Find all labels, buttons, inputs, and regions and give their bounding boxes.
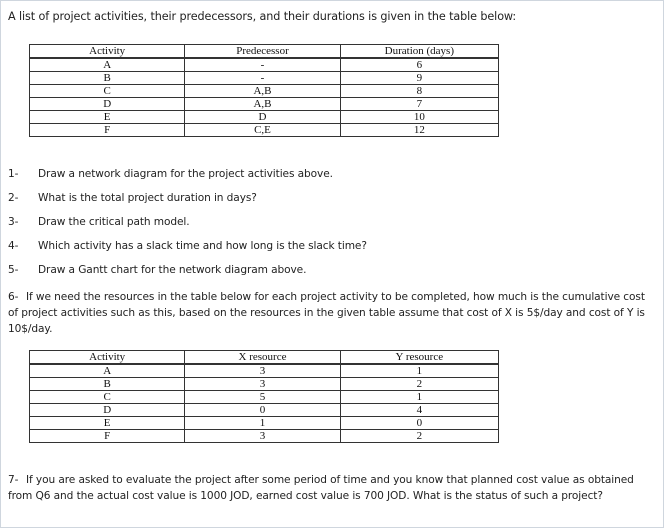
duration-cell: 10: [340, 111, 498, 124]
predecessor-cell: -: [185, 58, 340, 72]
question-3: [8, 216, 190, 228]
activity-cell: C: [30, 391, 185, 404]
duration-cell: 7: [340, 98, 498, 111]
question-6: [8, 289, 648, 337]
activity-cell: D: [30, 404, 185, 417]
column-header-y-resource: Y resource: [340, 351, 498, 365]
column-header-activity: Activity: [30, 351, 185, 365]
question-text: Draw a network diagram for the project activities above.: [38, 168, 333, 180]
y-resource-cell: 2: [340, 378, 498, 391]
question-7: [8, 472, 648, 504]
question-4: [8, 240, 367, 252]
x-resource-cell: 3: [185, 378, 340, 391]
activity-cell: F: [30, 430, 185, 443]
column-header-activity: Activity: [30, 45, 185, 59]
table-row: [30, 417, 499, 430]
y-resource-cell: 1: [340, 364, 498, 378]
table-row: [30, 391, 499, 404]
column-header-duration: Duration (days): [340, 45, 498, 59]
x-resource-cell: 3: [185, 364, 340, 378]
activity-cell: B: [30, 72, 185, 85]
predecessor-cell: A,B: [185, 98, 340, 111]
resources-table: [29, 350, 499, 443]
table-row: [30, 98, 499, 111]
question-number: 2-: [8, 192, 19, 204]
table-row: [30, 378, 499, 391]
duration-cell: 8: [340, 85, 498, 98]
activity-cell: A: [30, 364, 185, 378]
activity-cell: E: [30, 111, 185, 124]
question-text: Draw the critical path model.: [38, 216, 190, 228]
table-header-row: [30, 351, 499, 365]
question-number: 3-: [8, 216, 19, 228]
activity-cell: B: [30, 378, 185, 391]
y-resource-cell: 0: [340, 417, 498, 430]
activity-cell: E: [30, 417, 185, 430]
question-text: If we need the resources in the table below for each project activity to be completed, how much is the cumulative cost of project activities such as this, based on the resources in the given table assume that cost of X is 5$/day and cost of Y is 10$/day.: [8, 291, 645, 335]
table-row: [30, 72, 499, 85]
column-header-predecessor: Predecessor: [185, 45, 340, 59]
x-resource-cell: 3: [185, 430, 340, 443]
duration-cell: 12: [340, 124, 498, 137]
y-resource-cell: 4: [340, 404, 498, 417]
activity-cell: D: [30, 98, 185, 111]
question-2: [8, 192, 257, 204]
intro-text: A list of project activities, their predecessors, and their durations is given in the table below:: [8, 10, 517, 23]
activity-cell: A: [30, 58, 185, 72]
question-text: If you are asked to evaluate the project after some period of time and you know that planned cost value as obtained from Q6 and the actual cost value is 1000 JOD, earned cost value is 700 JOD. What is the status of such a project?: [8, 474, 634, 502]
table-row: [30, 85, 499, 98]
question-text: Which activity has a slack time and how long is the slack time?: [38, 240, 367, 252]
x-resource-cell: 0: [185, 404, 340, 417]
predecessor-cell: C,E: [185, 124, 340, 137]
y-resource-cell: 2: [340, 430, 498, 443]
activity-cell: C: [30, 85, 185, 98]
predecessor-cell: -: [185, 72, 340, 85]
table-row: [30, 404, 499, 417]
question-number: 6-: [8, 291, 19, 303]
question-text: What is the total project duration in days?: [38, 192, 257, 204]
table-header-row: [30, 45, 499, 59]
table-row: [30, 111, 499, 124]
question-number: 7-: [8, 474, 19, 486]
question-text: Draw a Gantt chart for the network diagram above.: [38, 264, 307, 276]
duration-cell: 6: [340, 58, 498, 72]
activities-table: [29, 44, 499, 137]
column-header-x-resource: X resource: [185, 351, 340, 365]
y-resource-cell: 1: [340, 391, 498, 404]
question-1: [8, 168, 333, 180]
predecessor-cell: D: [185, 111, 340, 124]
question-number: 4-: [8, 240, 19, 252]
x-resource-cell: 1: [185, 417, 340, 430]
table-row: [30, 364, 499, 378]
question-number: 1-: [8, 168, 19, 180]
activity-cell: F: [30, 124, 185, 137]
table-row: [30, 58, 499, 72]
question-number: 5-: [8, 264, 19, 276]
x-resource-cell: 5: [185, 391, 340, 404]
predecessor-cell: A,B: [185, 85, 340, 98]
duration-cell: 9: [340, 72, 498, 85]
question-5: [8, 264, 306, 276]
table-row: [30, 430, 499, 443]
table-row: [30, 124, 499, 137]
